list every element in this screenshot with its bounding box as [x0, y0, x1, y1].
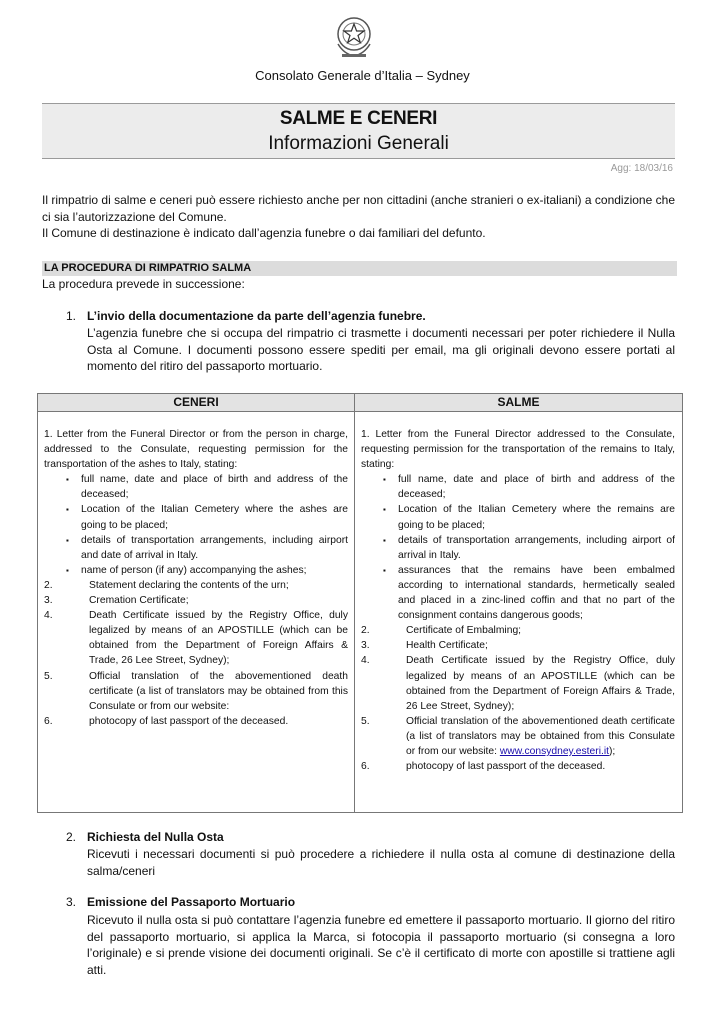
section-heading: LA PROCEDURA DI RIMPATRIO SALMA: [42, 261, 677, 276]
ceneri-column: [44, 427, 348, 729]
column-divider: [354, 394, 355, 812]
salme-header: SALME: [497, 395, 540, 409]
title-box: [42, 103, 675, 159]
list-item: 3. Cremation Certificate;: [44, 595, 189, 607]
list-item: 6. photocopy of last passport of the deceased.: [361, 761, 606, 773]
bullet-icon: ▪: [66, 475, 69, 485]
list-item: ▪ full name, date and place of birth and address of the deceased;: [383, 474, 675, 501]
step-3-title: Emissione del Passaporto Mortuario: [87, 895, 296, 909]
documents-table: [37, 393, 683, 813]
bullet-icon: ▪: [383, 475, 386, 485]
step-1-body: L’agenzia funebre che si occupa del rimpatrio ci trasmette i documenti necessari per poter richiedere il Nulla Osta al Comune. I documenti possono essere spediti per email, ma gli originali devono essere portati al momento del ritiro del passaporto mortuario.: [87, 326, 675, 373]
list-item: 2. Statement declaring the contents of the urn;: [44, 579, 289, 591]
list-item: ▪ full name, date and place of birth and address of the deceased;: [66, 474, 348, 501]
bullet-icon: ▪: [383, 505, 386, 515]
list-item: 5. Official translation of the abovementioned death certificate (a list of translators may be obtained from this Consulate or from our website:: [44, 670, 348, 712]
list-item: ▪ details of transportation arrangements, including airport of arrival in Italy.: [383, 534, 675, 561]
step-2-title: Richiesta del Nulla Osta: [87, 830, 224, 844]
salme-intro: 1. Letter from the Funeral Director addressed to the Consulate, requesting permission for the transportation of the remains to Italy, stating:: [361, 429, 675, 471]
step-3-body: Ricevuto il nulla osta si può contattare l’agenzia funebre ed emettere il passaporto mortuario. Il giorno del ritiro del passaporto mortuario, si applica la Marca, si fotocopia il passaporto mortuario (si consegna a loro l’originale) e si prende visione dei documenti originali. Se c’è il certificato di morte con apostille si trattiene agli atti.: [87, 913, 675, 977]
procedure-lead: La procedura prevede in successione:: [42, 277, 245, 291]
bullet-icon: ▪: [383, 565, 386, 575]
step-2-body: Ricevuti i necessari documenti si può procedere a richiedere il nulla osta al comune di destinazione della salma/ceneri: [87, 847, 675, 878]
list-item: 4. Death Certificate issued by the Registry Office, duly legalized by means of an APOSTILLE (which can be obtained from the Department of Foreign Affairs & Trade, 26 Lee Street, Sydney);: [361, 655, 675, 712]
list-item: ▪ name of person (if any) accompanying the ashes;: [44, 563, 348, 578]
page-title: SALME E CENERI: [279, 108, 438, 129]
list-item: 5. Official translation of the abovementioned death certificate (a list of translators may be obtained from this Consulate or from our website: www.consydney.esteri.it);: [361, 715, 675, 757]
ceneri-header: CENERI: [173, 395, 219, 409]
page-subtitle: Informazioni Generali: [268, 133, 449, 154]
ceneri-intro: 1. Letter from the Funeral Director or from the person in charge, addressed to the Consulate, requesting permission for the transportation of the ashes to Italy, stating:: [44, 429, 348, 471]
step-1-number: 1.: [66, 309, 77, 323]
step-1-title: L’invio della documentazione da parte dell’agenzia funebre.: [87, 309, 426, 323]
list-item: ▪ details of transportation arrangements, including airport and date of arrival in Italy.: [66, 534, 348, 561]
bullet-icon: ▪: [383, 535, 386, 545]
list-item: 4. Death Certificate issued by the Registry Office, duly legalized by means of an APOSTILLE (which can be obtained from the Department of Foreign Affairs & Trade, 26 Lee Street, Sydney);: [44, 610, 348, 667]
update-date: Agg: 18/03/16: [610, 163, 673, 174]
bullet-icon: ▪: [66, 505, 69, 515]
step-3-number: 3.: [66, 895, 77, 909]
table-header-row: [38, 394, 682, 412]
list-item: 3. Health Certificate;: [361, 640, 488, 652]
intro-paragraph-2: Il Comune di destinazione è indicato dall’agenzia funebre o dai familiari del defunto.: [42, 226, 486, 240]
bullet-icon: ▪: [66, 535, 69, 545]
salme-column: [361, 427, 675, 774]
list-item: ▪ assurances that the remains have been embalmed according to international standards, hermetically sealed and placed in a zinc-lined coffin and that no part of the consignment contains dangerous goods;: [383, 564, 675, 622]
list-item: 2. Certificate of Embalming;: [361, 625, 522, 637]
list-item: ▪ Location of the Italian Cemetery where the ashes are going to be placed;: [66, 504, 348, 531]
consulate-name: Consolato Generale d’Italia – Sydney: [255, 68, 470, 83]
intro-paragraph-1: Il rimpatrio di salme e ceneri può essere richiesto anche per non cittadini (anche stranieri o ex-italiani) a condizione che ci sia l’autorizzazione del Comune.: [42, 193, 675, 224]
list-item: 6. photocopy of last passport of the deceased.: [44, 715, 289, 727]
bullet-icon: ▪: [66, 565, 69, 575]
list-item: ▪ Location of the Italian Cemetery where the remains are going to be placed;: [383, 504, 675, 531]
consulate-website-link[interactable]: www.consydney.esteri.it: [499, 745, 609, 757]
step-2-number: 2.: [66, 830, 77, 844]
italian-republic-emblem-icon: [334, 14, 374, 60]
